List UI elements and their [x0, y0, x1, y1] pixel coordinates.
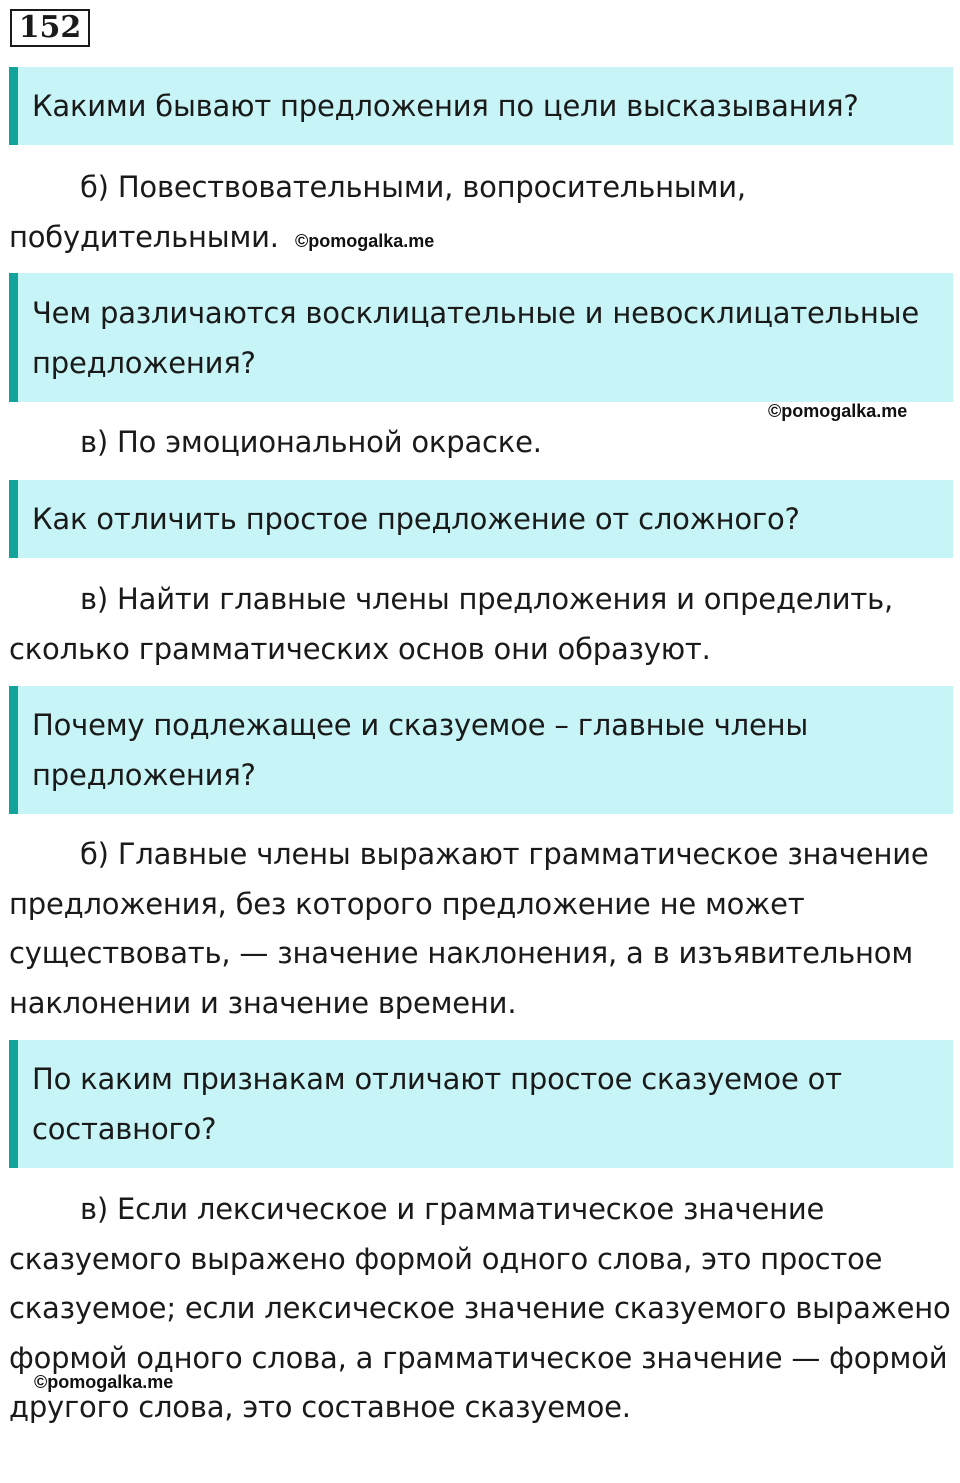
question-text-4: Почему подлежащее и сказуемое – главные члены предложения?	[32, 708, 809, 792]
question-box-2	[9, 273, 953, 402]
answer-text-5: в) Если лексическое и грамматическое значение сказуемого выражено формой одного слова, это простое сказуемое; если лексическое значение сказуемого выражено формой одного слова, а грамматическое значение — формой другого слова, это составное сказуемое.	[9, 1192, 951, 1424]
question-text-1: Какими бывают предложения по цели высказывания?	[32, 89, 859, 123]
watermark-3: ©pomogalka.me	[34, 1372, 174, 1392]
answer-text-1: б) Повествовательными, вопросительными, побудительными.	[9, 170, 746, 254]
question-box-3	[9, 480, 953, 558]
watermark-1: ©pomogalka.me	[295, 231, 435, 251]
watermark-2: ©pomogalka.me	[768, 401, 908, 421]
question-text-2: Чем различаются восклицательные и невосклицательные предложения?	[32, 295, 920, 380]
question-text-5: По каким признакам отличают простое сказуемое от составного?	[32, 1062, 842, 1146]
question-box-4	[9, 686, 953, 814]
answer-text-4: б) Главные члены выражают грамматическое значение предложения, без которого предложение не может существовать, — значение наклонения, а в изъявительном наклонении и значение времени.	[9, 837, 929, 1020]
question-text-3: Как отличить простое предложение от сложного?	[32, 502, 800, 536]
answer-text-3: в) Найти главные члены предложения и определить, сколько грамматических основ они образуют.	[9, 582, 894, 666]
answer-text-2: в) По эмоциональной окраске.	[80, 425, 542, 459]
question-box-1	[9, 67, 953, 145]
task-number: 152	[10, 9, 90, 47]
question-box-5	[9, 1040, 953, 1168]
